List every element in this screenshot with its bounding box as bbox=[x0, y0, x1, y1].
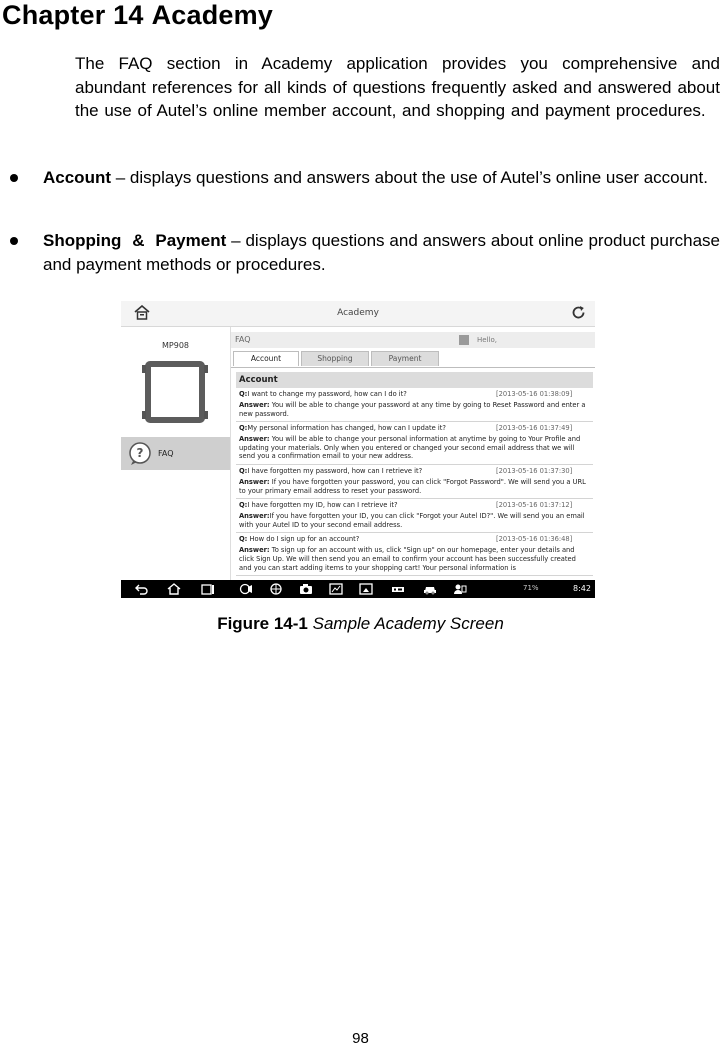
figure-caption bbox=[0, 614, 721, 634]
faq-list bbox=[236, 372, 593, 580]
tab-payment[interactable]: Payment bbox=[371, 351, 439, 366]
recent-apps-icon[interactable] bbox=[201, 583, 215, 595]
answer-prefix: Answer: bbox=[239, 477, 270, 486]
academy-screenshot bbox=[121, 301, 595, 598]
answer-text: To sign up for an account with us, click "Sign up" on our homepage, enter your details and click Sign Up. We will then send you an email to confirm your account has been successfully created and you can start adding items to your shopping cart! Your personal information is bbox=[239, 546, 576, 572]
faq-item[interactable] bbox=[236, 422, 593, 465]
sidebar-item-faq[interactable] bbox=[121, 437, 230, 470]
faq-tabs bbox=[231, 350, 595, 367]
page-number: 98 bbox=[352, 1030, 369, 1047]
faq-list-heading: Account bbox=[236, 372, 593, 388]
nav-home-icon[interactable] bbox=[167, 583, 181, 595]
question-date: [2013-05-16 01:37:12] bbox=[496, 501, 573, 510]
user-icon[interactable] bbox=[459, 335, 469, 345]
question-prefix: Q: bbox=[239, 390, 248, 398]
refresh-icon[interactable] bbox=[571, 305, 586, 320]
bullet-dot-icon bbox=[10, 174, 18, 182]
question-prefix: Q: bbox=[239, 424, 248, 433]
sidebar-item-label: FAQ bbox=[158, 449, 174, 458]
greeting-text: Hello, bbox=[477, 336, 497, 344]
chapter-number: Chapter 14 bbox=[2, 0, 144, 30]
remote-desk-icon[interactable] bbox=[453, 583, 467, 595]
bullet-text: – displays questions and answers about the use of Autel’s online user account. bbox=[111, 168, 708, 187]
car-icon[interactable] bbox=[423, 583, 437, 595]
chapter-name: Academy bbox=[151, 0, 274, 30]
faq-item[interactable] bbox=[236, 465, 593, 499]
sidebar bbox=[121, 327, 231, 580]
question-date: [2013-05-16 01:37:30] bbox=[496, 466, 573, 475]
answer-prefix: Answer: bbox=[239, 435, 270, 444]
device-model-label: MP908 bbox=[162, 341, 189, 350]
android-nav-bar bbox=[121, 580, 595, 598]
answer-prefix: Answer: bbox=[239, 512, 270, 521]
vehicle-menu-icon[interactable] bbox=[391, 583, 405, 595]
display-settings-icon[interactable] bbox=[329, 583, 343, 595]
question-text: I want to change my password, how can I do it? bbox=[247, 390, 407, 398]
chapter-title bbox=[2, 0, 273, 31]
question-text: My personal information has changed, how can I update it? bbox=[247, 424, 446, 433]
tab-divider bbox=[231, 367, 595, 368]
question-prefix: Q: bbox=[239, 466, 248, 475]
figure-title: Sample Academy Screen bbox=[307, 614, 504, 633]
question-date: [2013-05-16 01:38:09] bbox=[496, 390, 573, 398]
tab-account[interactable]: Account bbox=[233, 351, 299, 366]
tablet-device-icon bbox=[141, 357, 209, 427]
answer-prefix: Answer: bbox=[239, 546, 270, 555]
faq-header-bar bbox=[231, 332, 595, 348]
faq-item[interactable] bbox=[236, 533, 593, 576]
answer-text: You will be able to change your password at any time by going to Reset Password and enter a new password. bbox=[239, 401, 586, 418]
app-top-bar bbox=[121, 301, 595, 327]
bullet-account bbox=[43, 166, 720, 190]
status-clock: 8:42 bbox=[573, 584, 591, 593]
status-battery: 71% bbox=[523, 584, 539, 592]
bullet-text: – displays questions and answers about online product purchase and payment methods or procedures. bbox=[43, 231, 720, 274]
bullet-shopping-payment bbox=[43, 229, 720, 276]
answer-prefix: Answer: bbox=[239, 401, 270, 409]
figure-label: Figure 14-1 bbox=[217, 614, 308, 633]
faq-section-label: FAQ bbox=[235, 335, 251, 344]
question-text: How do I sign up for an account? bbox=[249, 535, 360, 544]
question-text: I have forgotten my password, how can I retrieve it? bbox=[247, 466, 423, 475]
bullet-term: Shopping & Payment bbox=[43, 231, 227, 250]
bullet-dot-icon bbox=[10, 237, 18, 245]
question-prefix: Q: bbox=[239, 535, 248, 544]
question-date: [2013-05-16 01:37:49] bbox=[496, 424, 573, 433]
answer-text: You will be able to change your personal information at anytime by going to Your Profile and updating your materials. Only when you entered or changed your second email address that we will send you a confirmation email to your new address. bbox=[239, 435, 581, 461]
question-date: [2013-05-16 01:36:48] bbox=[496, 535, 573, 544]
question-text: I have forgotten my ID, how can I retrieve it? bbox=[247, 501, 398, 510]
camera-icon[interactable] bbox=[299, 583, 313, 595]
answer-text: If you have forgotten your ID, you can click "Forgot your Autel ID?". We will send you an email with your Autel ID to your second email address. bbox=[239, 512, 585, 529]
answer-text: If you have forgotten your password, you can click "Forgot Password". We will send you a URL to your primary email address to reset your password. bbox=[239, 477, 586, 495]
app-title: Academy bbox=[337, 308, 379, 318]
faq-item[interactable] bbox=[236, 388, 593, 422]
screenshot-icon[interactable] bbox=[359, 583, 373, 595]
browser-icon[interactable] bbox=[269, 583, 283, 595]
faq-main-panel bbox=[231, 327, 595, 580]
intro-paragraph: The FAQ section in Academy application provides you comprehensive and abundant references for all kinds of questions frequently asked and answered about the use of Autel’s online member account, and shopping and payment procedures. bbox=[75, 54, 720, 120]
back-icon[interactable] bbox=[135, 583, 149, 595]
bullet-term: Account bbox=[43, 168, 111, 187]
tab-shopping[interactable]: Shopping bbox=[301, 351, 369, 366]
faq-item[interactable] bbox=[236, 499, 593, 533]
svg-text:?: ? bbox=[136, 446, 144, 460]
vci-icon[interactable] bbox=[239, 583, 253, 595]
faq-question-icon bbox=[127, 441, 153, 466]
question-prefix: Q: bbox=[239, 501, 248, 510]
